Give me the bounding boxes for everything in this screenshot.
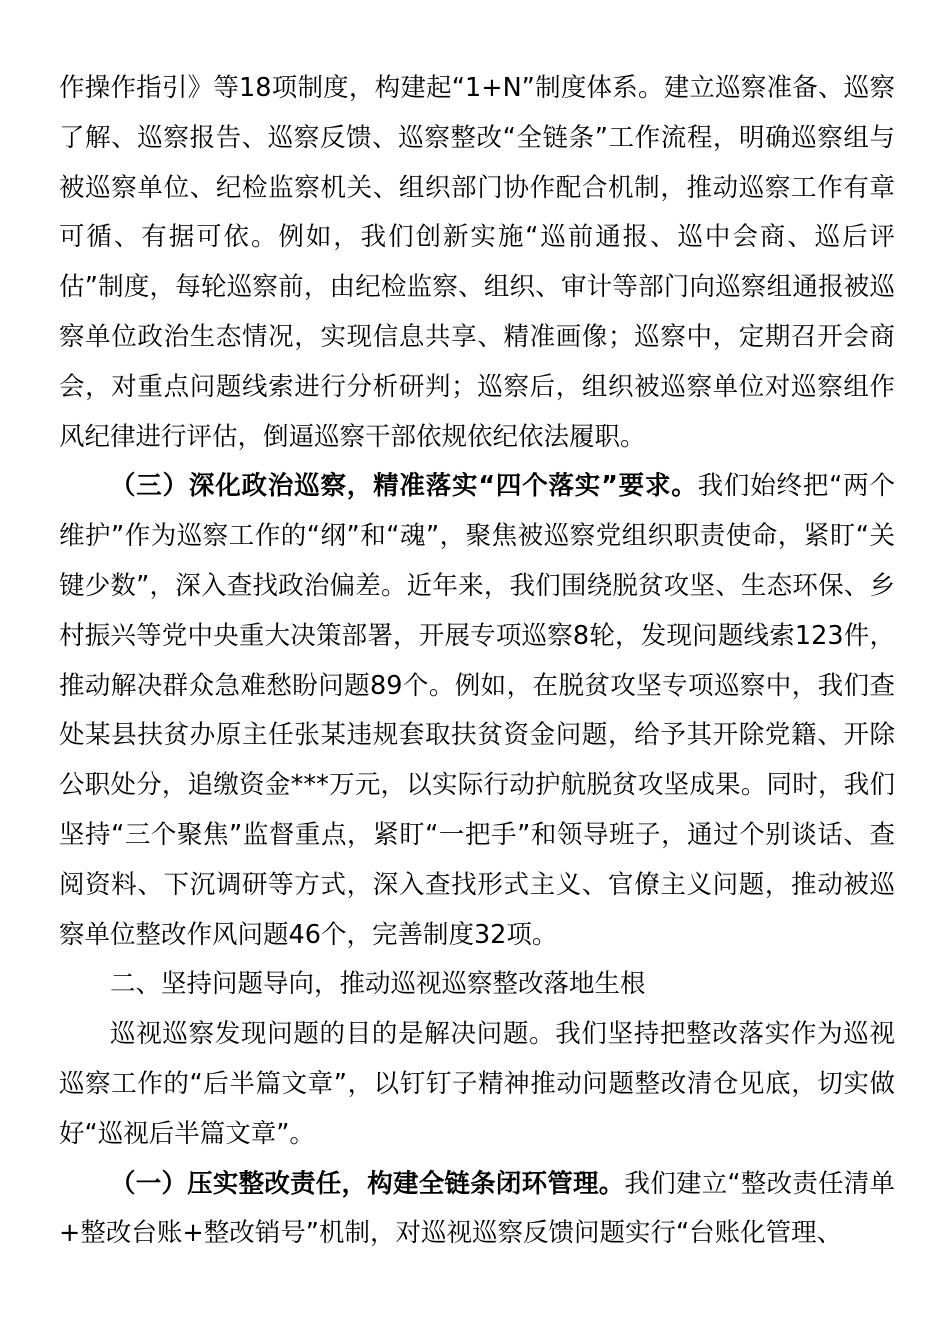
paragraph-political-inspection — [59, 462, 895, 960]
subheading-political-inspection: （三）深化政治巡察，精准落实“四个落实”要求。 — [110, 471, 698, 502]
paragraph-rectification-responsibility-body: 我们建立“整改责任清单+整改台账+整改销号”机制，对巡视巡察反馈问题实行“台账化管理、 — [59, 1168, 895, 1249]
paragraph-rectification-intro: 巡视巡察发现问题的目的是解决问题。我们坚持把整改落实作为巡视巡察工作的“后半篇文章”，以钉钉子精神推动问题整改清仓见底，切实做好“巡视后半篇文章”。 — [59, 1019, 895, 1149]
paragraph-rectification-responsibility — [59, 1160, 895, 1260]
section-heading-rectification: 二、坚持问题导向，推动巡视巡察整改落地生根 — [110, 969, 646, 1000]
paragraph-political-inspection-body: 我们始终把“两个维护”作为巡察工作的“纲”和“魂”，聚焦被巡察党组织职责使命，紧盯“关键少数”，深入查找政治偏差。近年来，我们围绕脱贫攻坚、生态环保、乡村振兴等党中央重大决策部署，开展专项巡察8轮，发现问题线索123件，推动解决群众急难愁盼问题89个。例如，在脱贫攻坚专项巡察中，我们查处某县扶贫办原主任张某违规套取扶贫资金问题，给予其开除党籍、开除公职处分，追缴资金***万元，以实际行动护航脱贫攻坚成果。同时，我们坚持“三个聚焦”监督重点，紧盯“一把手”和领导班子，通过个别谈话、查阅资料、下沉调研等方式，深入查找形式主义、官僚主义问题，推动被巡察单位整改作风问题46个，完善制度32项。 — [59, 471, 895, 950]
subheading-rectification-responsibility: （一）压实整改责任，构建全链条闭环管理。 — [110, 1168, 625, 1199]
paragraph-continuation: 作操作指引》等18项制度，构建起“1+N”制度体系。建立巡察准备、巡察了解、巡察报告、巡察反馈、巡察整改“全链条”工作流程，明确巡察组与被巡察单位、纪检监察机关、组织部门协作配合机制，推动巡察工作有章可循、有据可依。例如，我们创新实施“巡前通报、巡中会商、巡后评估”制度，每轮巡察前，由纪检监察、组织、审计等部门向巡察组通报被巡察单位政治生态情况，实现信息共享、精准画像；巡察中，定期召开会商会，对重点问题线索进行分析研判；巡察后，组织被巡察单位对巡察组作风纪律进行评估，倒逼巡察干部依规依纪依法履职。 — [59, 73, 895, 452]
document-page — [59, 64, 895, 1259]
